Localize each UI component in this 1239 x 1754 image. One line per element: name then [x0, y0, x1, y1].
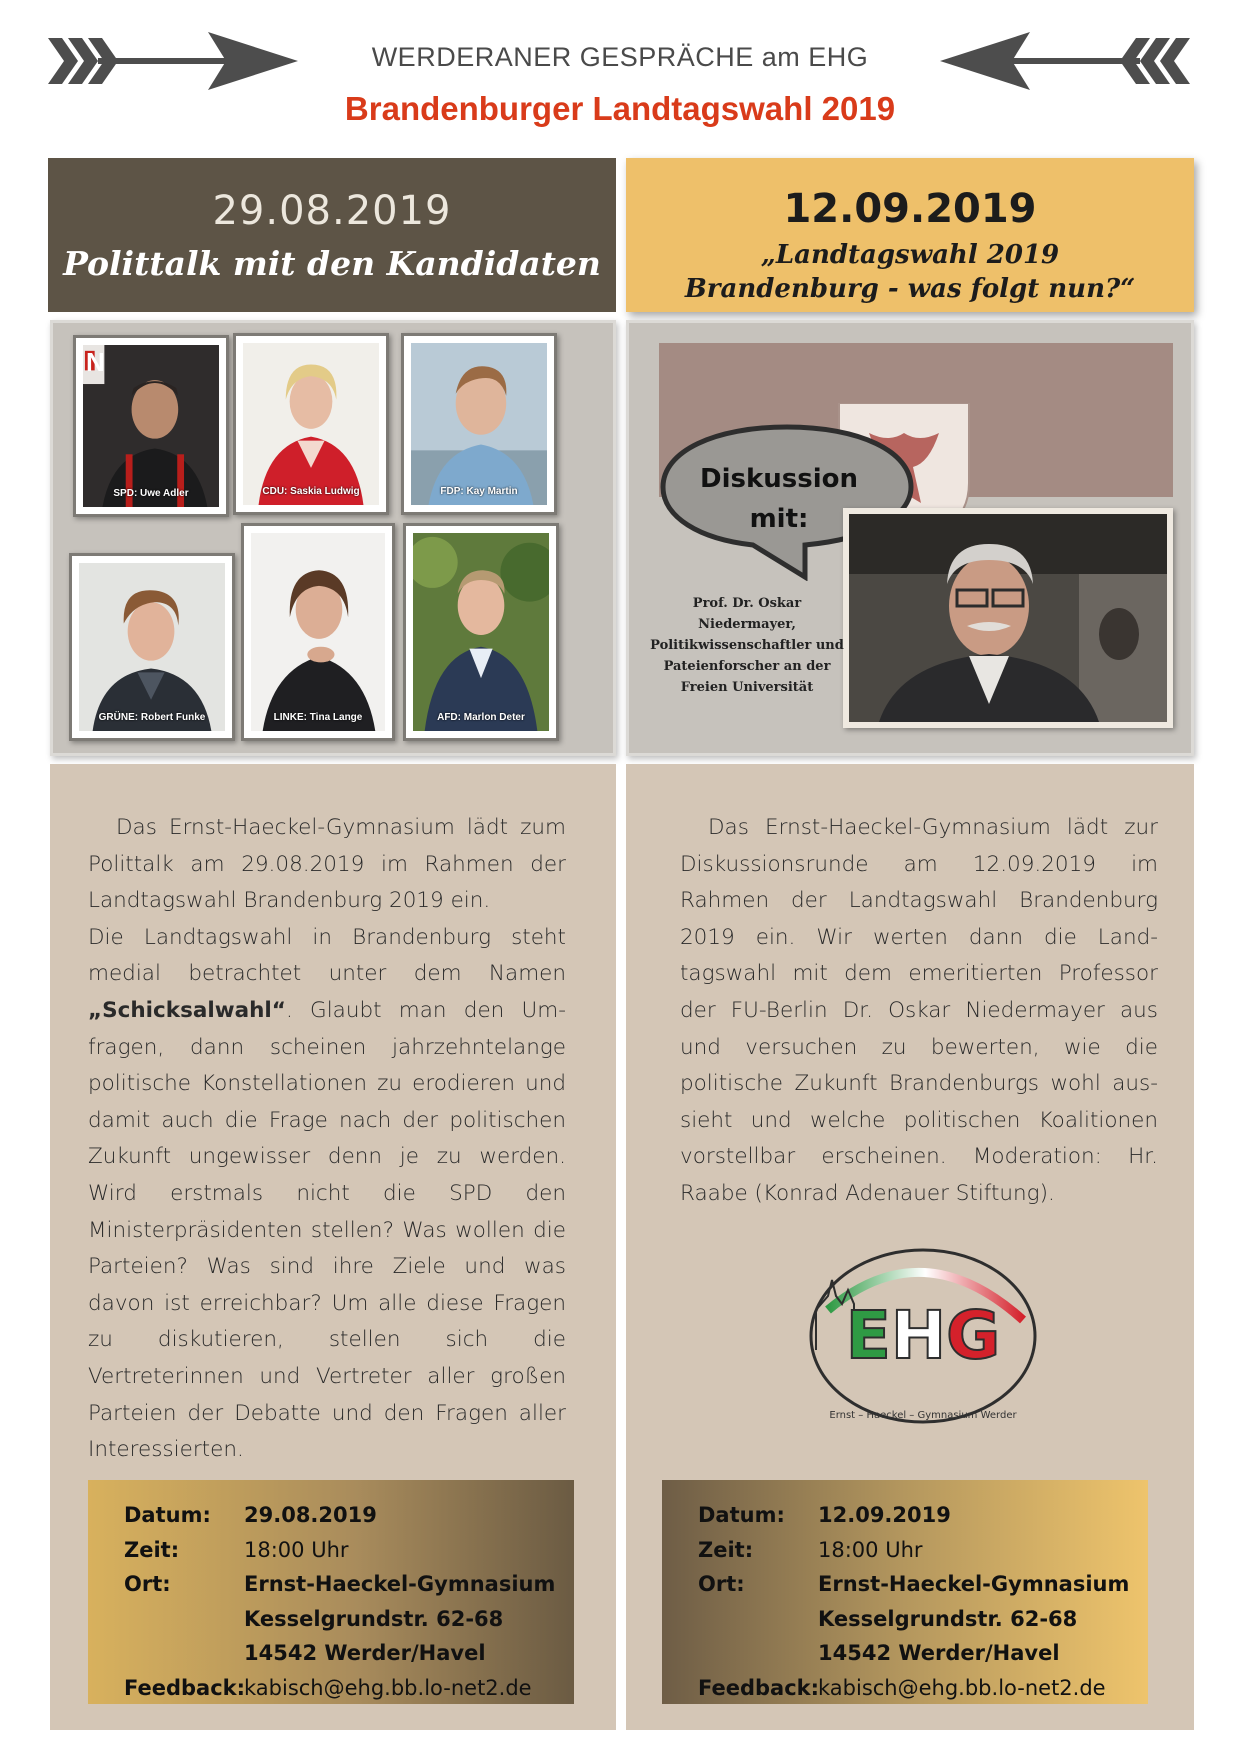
feedback-label: Feedback:	[124, 1675, 246, 1700]
event1-highlight: „Schicksalwahl“	[88, 997, 286, 1023]
time-label: Zeit:	[698, 1537, 754, 1562]
event1-paragraph-2-end: . Glaubt man den Um-fragen, dann scheinen jahrzehntelange politische Konstellationen zu erodieren und damit auch die Frage nach der politischen Zukunft ungewisser denn je zu werden. Wird erstmals nicht die SPD den Ministerpräsidenten stellen? Was wollen die Parteien? Was sind ihre Ziele und was davon ist erreichbar? Um alle diese Fragen zu diskutieren, stellen sich die Vertreterinnen und Vertreter aller großen Parteien der Debatte und den Fragen aller Interessierten.	[88, 997, 566, 1463]
candidate-photo-linke	[241, 523, 395, 741]
candidate-caption: LINKE: Tina Lange	[273, 712, 363, 723]
person-photo	[251, 533, 385, 731]
arrow-left-icon	[940, 28, 1190, 94]
date-value: 12.09.2019	[818, 1503, 951, 1527]
candidate-photo-fdp	[401, 333, 557, 515]
candidate-photo-spd	[73, 335, 229, 517]
event1-date: 29.08.2019	[212, 188, 452, 234]
candidate-photo-afd	[403, 523, 559, 741]
school-logo	[798, 1240, 1048, 1440]
event1-paragraph-1: Das Ernst-Haeckel-Gymnasium lädt zum Polittalk am 29.08.2019 im Rahmen der Landtagswahl Brandenburg 2019 ein.	[88, 815, 566, 914]
event2-description	[680, 810, 1158, 1213]
time-value: 18:00 Uhr	[244, 1537, 349, 1562]
feedback-label: Feedback:	[698, 1675, 820, 1700]
feedback-email[interactable]: kabisch@ehg.bb.lo-net2.de	[244, 1675, 532, 1700]
event1-title: Polittalk mit den Kandidaten	[63, 244, 601, 283]
bubble-line-2: mit:	[749, 504, 809, 534]
candidate-caption: CDU: Saskia Ludwig	[262, 486, 360, 497]
time-label: Zeit:	[124, 1537, 180, 1562]
candidates-panel	[50, 320, 616, 756]
place-line-2: Kesselgrundstr. 62-68	[818, 1606, 1078, 1631]
time-value: 18:00 Uhr	[818, 1537, 923, 1562]
candidate-caption: FDP: Kay Martin	[440, 486, 518, 497]
person-photo	[243, 343, 379, 505]
place-line-2: Kesselgrundstr. 62-68	[244, 1606, 504, 1631]
bubble-line-1: Diskussion	[699, 464, 858, 494]
speaker-caption: Prof. Dr. Oskar Niedermayer, Politikwissenschaftler und Pateienforscher an der Freien Universität	[650, 596, 844, 695]
event1-paragraph-2	[88, 920, 566, 1469]
event1-description	[88, 810, 566, 1469]
event1-text-panel	[50, 764, 616, 1730]
event1-banner	[48, 158, 616, 312]
candidate-photo-gruene	[69, 553, 235, 741]
arrow-right-icon	[48, 28, 298, 94]
event2-info-box	[662, 1480, 1148, 1704]
candidate-caption: AFD: Marlon Deter	[437, 712, 525, 723]
event1-paragraph-2-start: Die Landtagswahl in Brandenburg steht medial betrachtet unter dem Namen	[88, 924, 566, 987]
speaker-photo	[843, 508, 1173, 728]
place-line-1: Ernst-Haeckel-Gymnasium	[818, 1572, 1130, 1596]
discussion-panel	[626, 320, 1194, 756]
event2-paragraph: Das Ernst-Haeckel-Gymnasium lädt zur Diskussionsrunde am 12.09.2019 im Rahmen der Landtagswahl Brandenburg 2019 ein. Wir werten dann die Land-tagswahl mit dem emeritierten Professor der FU-Berlin Dr. Oskar Niedermayer aus und versuchen zu bewerten, wie die politische Zukunft Brandenburgs wohl aus-sieht und welche politischen Koalitionen vorstellbar erscheinen. Moderation: Hr. Raabe (Konrad Adenauer Stiftung).	[680, 815, 1158, 1206]
event2-text-panel	[626, 764, 1194, 1730]
person-photo	[79, 563, 225, 731]
date-label: Datum:	[124, 1503, 211, 1527]
person-photo	[849, 514, 1167, 722]
person-photo	[413, 533, 549, 731]
place-line-3: 14542 Werder/Havel	[244, 1641, 486, 1665]
candidate-caption: SPD: Uwe Adler	[113, 488, 189, 499]
sign-letter: N	[86, 347, 105, 377]
place-label: Ort:	[698, 1572, 745, 1596]
feedback-email[interactable]: kabisch@ehg.bb.lo-net2.de	[818, 1675, 1106, 1700]
candidate-caption: GRÜNE: Robert Funke	[98, 712, 206, 723]
place-line-3: 14542 Werder/Havel	[818, 1641, 1060, 1665]
person-photo	[411, 343, 547, 505]
event2-title: „Landtagswahl 2019 Brandenburg - was folgt nun?“	[684, 240, 1136, 304]
event2-banner	[626, 158, 1194, 312]
date-label: Datum:	[698, 1503, 785, 1527]
event2-date: 12.09.2019	[783, 186, 1037, 232]
logo-ring-text: Ernst – Haeckel – Gymnasium Werder	[829, 1410, 1017, 1421]
logo-letters: EHG	[845, 1297, 1001, 1374]
place-label: Ort:	[124, 1572, 171, 1596]
event1-info-box	[88, 1480, 574, 1704]
candidate-photo-cdu	[233, 333, 389, 515]
place-line-1: Ernst-Haeckel-Gymnasium	[244, 1572, 556, 1596]
series-title: WERDERANER GESPRÄCHE am EHG	[371, 42, 869, 72]
page-title: Brandenburger Landtagswahl 2019	[344, 90, 896, 127]
date-value: 29.08.2019	[244, 1503, 377, 1527]
